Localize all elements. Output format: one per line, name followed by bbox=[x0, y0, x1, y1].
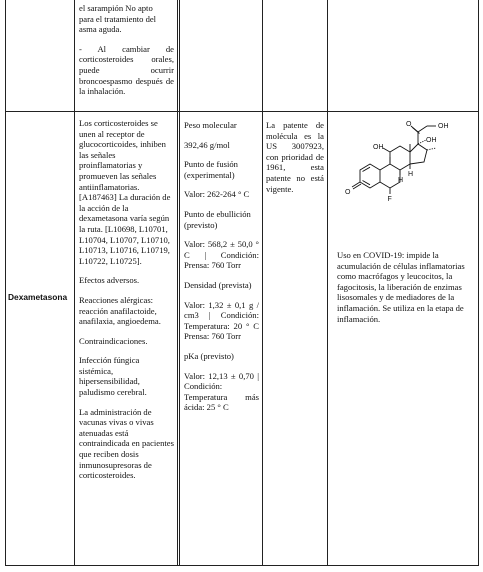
mechanism-cell bbox=[79, 118, 174, 481]
column-divider-2 bbox=[177, 0, 180, 566]
hydroxyl-label-11: OH bbox=[373, 144, 384, 151]
table-border-bottom bbox=[5, 565, 479, 566]
density-value: Valor: 1,32 ± 0,1 g / cm3 | Condición: Temperatura: 20 ° C Prensa: 760 Torr bbox=[184, 299, 259, 342]
hydroxyl-label-17: OH bbox=[426, 137, 437, 144]
boiling-point-value: Valor: 568,2 ± 50,0 ° C | Condición: Prensa: 760 Torr bbox=[184, 239, 259, 271]
properties-cell bbox=[184, 120, 259, 413]
covid-use-text: Uso en COVID-19: impide la acumulación de células inflamatorias como macrófagos y leucocitos, la fagocitosis, la liberación de enzimas lisosomales y de mediadores de la inflamación. Se utiliza en la etapa de inflamación. bbox=[337, 250, 465, 324]
table-border-right bbox=[478, 0, 479, 566]
mechanism-note: - Al cambiar de corticosteroides orales, puede ocurrir broncoespasmo después de la inhalación. bbox=[79, 43, 174, 97]
carbonyl-oxygen-label: O bbox=[345, 189, 351, 196]
patent-text: La patente de molécula es la US 3007923, con prioridad de 1961, esta patente no está vigente. bbox=[266, 120, 324, 194]
dexamethasone-structure bbox=[328, 114, 478, 234]
melting-point-value: Valor: 262-264 ° C bbox=[184, 189, 250, 200]
structure-atom-labels bbox=[345, 121, 449, 203]
table-border-left bbox=[5, 0, 6, 566]
hydrogen-label-8: H bbox=[398, 177, 404, 184]
structure-bonds bbox=[352, 126, 436, 194]
mechanism-line: para el tratamiento del bbox=[79, 13, 157, 24]
pka-label: pKa (previsto) bbox=[184, 350, 234, 361]
contraindications-title: Contraindicaciones. bbox=[79, 335, 148, 346]
drug-name-cell bbox=[8, 292, 74, 302]
structure-cell bbox=[328, 112, 478, 565]
top-row-mechanism-cell bbox=[79, 3, 174, 97]
adverse-effects-text: Reacciones alérgicas: reacción anafilactoide, anafilaxia, angioedema. bbox=[79, 294, 161, 327]
adverse-effects-title: Efectos adversos. bbox=[79, 275, 140, 286]
drug-table bbox=[5, 0, 479, 566]
mechanism-line: asma aguda. bbox=[79, 24, 122, 35]
covid-use-cell bbox=[337, 250, 475, 324]
contraindications-text: Infección fúngica sistémica, hipersensibilidad, paludismo cerebral. bbox=[79, 355, 147, 398]
drug-name: Dexametasona bbox=[8, 292, 68, 302]
fluorine-label: F bbox=[387, 196, 392, 203]
molecular-weight-label: Peso molecular bbox=[184, 120, 237, 130]
hydroxyl-label: OH bbox=[438, 123, 449, 130]
boiling-point-label: Punto de ebullición (previsto) bbox=[184, 208, 251, 230]
density-label: Densidad (prevista) bbox=[184, 279, 252, 290]
column-divider-1 bbox=[74, 0, 75, 566]
hydrogen-label-14: H bbox=[408, 171, 414, 178]
mechanism-text: Los corticosteroides se unen al receptor de glucocorticoides, inhiben las señales proinflamatorias y promueven las señales antiinflamatorias. [A187463] La duración de la acción de la dexametasona varía según la ruta. [L10698, L10701, L10704, L10707, L10710, L10713, L10716, L10719, L10722, L10725]. bbox=[79, 118, 171, 266]
ketone-oxygen-label: O bbox=[406, 121, 412, 128]
vaccine-warning-text: La administración de vacunas vivas o vivas atenuadas está contraindicada en pacientes que reciben dosis inmunosupresoras de corticosteroides. bbox=[79, 406, 174, 481]
column-divider-3 bbox=[262, 0, 263, 566]
melting-point-label: Punto de fusión (experimental) bbox=[184, 159, 238, 180]
pka-value: Valor: 12,13 ± 0,70 | Condición: Temperatura más ácida: 25 ° C bbox=[184, 370, 259, 413]
molecular-weight-value: 392,46 g/mol bbox=[184, 139, 230, 150]
mechanism-line: el sarampión No apto bbox=[79, 3, 153, 13]
patent-cell bbox=[266, 120, 324, 194]
